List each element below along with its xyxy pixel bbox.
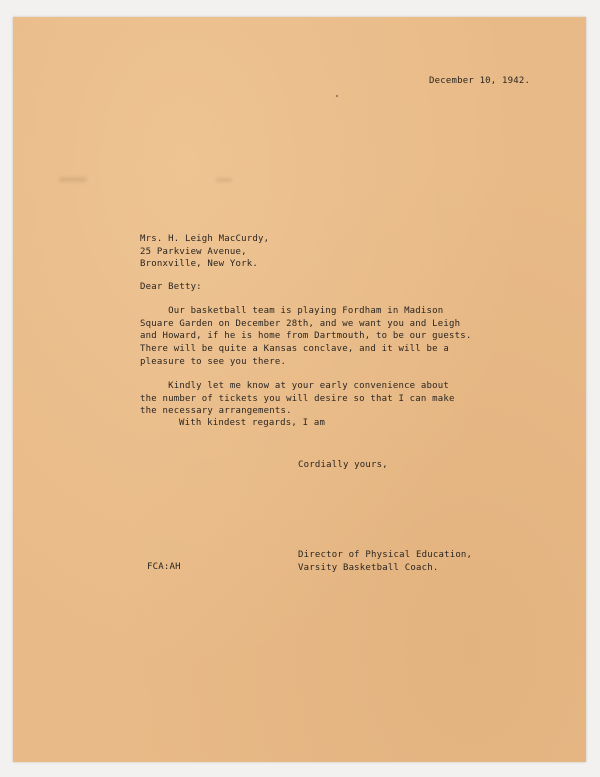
- recipient-address: [140, 233, 269, 271]
- paper-smudge: [59, 177, 87, 182]
- reference-initials: FCA:AH: [147, 562, 181, 572]
- body-line: There will be quite a Kansas conclave, and it will be a: [140, 344, 450, 355]
- recipient-street: 25 Parkview Avenue,: [140, 246, 247, 257]
- body-line: the number of tickets you will desire so that I can make: [140, 393, 455, 404]
- paper-smudge: [216, 178, 232, 182]
- body-line: Kindly let me know at your early convenience about: [140, 381, 450, 391]
- complimentary-close: Cordially yours,: [298, 460, 388, 470]
- recipient-name: Mrs. H. Leigh MacCurdy,: [140, 234, 270, 244]
- recipient-city: Bronxville, New York.: [140, 259, 258, 270]
- signature-block: [298, 549, 472, 574]
- body-line: and Howard, if he is home from Dartmouth, to be our guests.: [140, 331, 472, 342]
- closing-line: With kindest regards, I am: [179, 418, 326, 428]
- paper-speck: [336, 95, 338, 97]
- body-paragraph-2: [140, 380, 455, 418]
- letter-page: [13, 17, 586, 762]
- body-line: Our basketball team is playing Fordham in Madison: [140, 306, 444, 316]
- signature-title: Director of Physical Education,: [298, 550, 473, 560]
- salutation: Dear Betty:: [140, 282, 202, 292]
- body-line: pleasure to see you there.: [140, 356, 287, 367]
- letter-date: December 10, 1942.: [429, 76, 531, 86]
- body-line: the necessary arrangements.: [140, 406, 292, 417]
- body-line: Square Garden on December 28th, and we want you and Leigh: [140, 318, 461, 329]
- body-paragraph-1: [140, 305, 472, 369]
- signature-title: Varsity Basketball Coach.: [298, 562, 439, 573]
